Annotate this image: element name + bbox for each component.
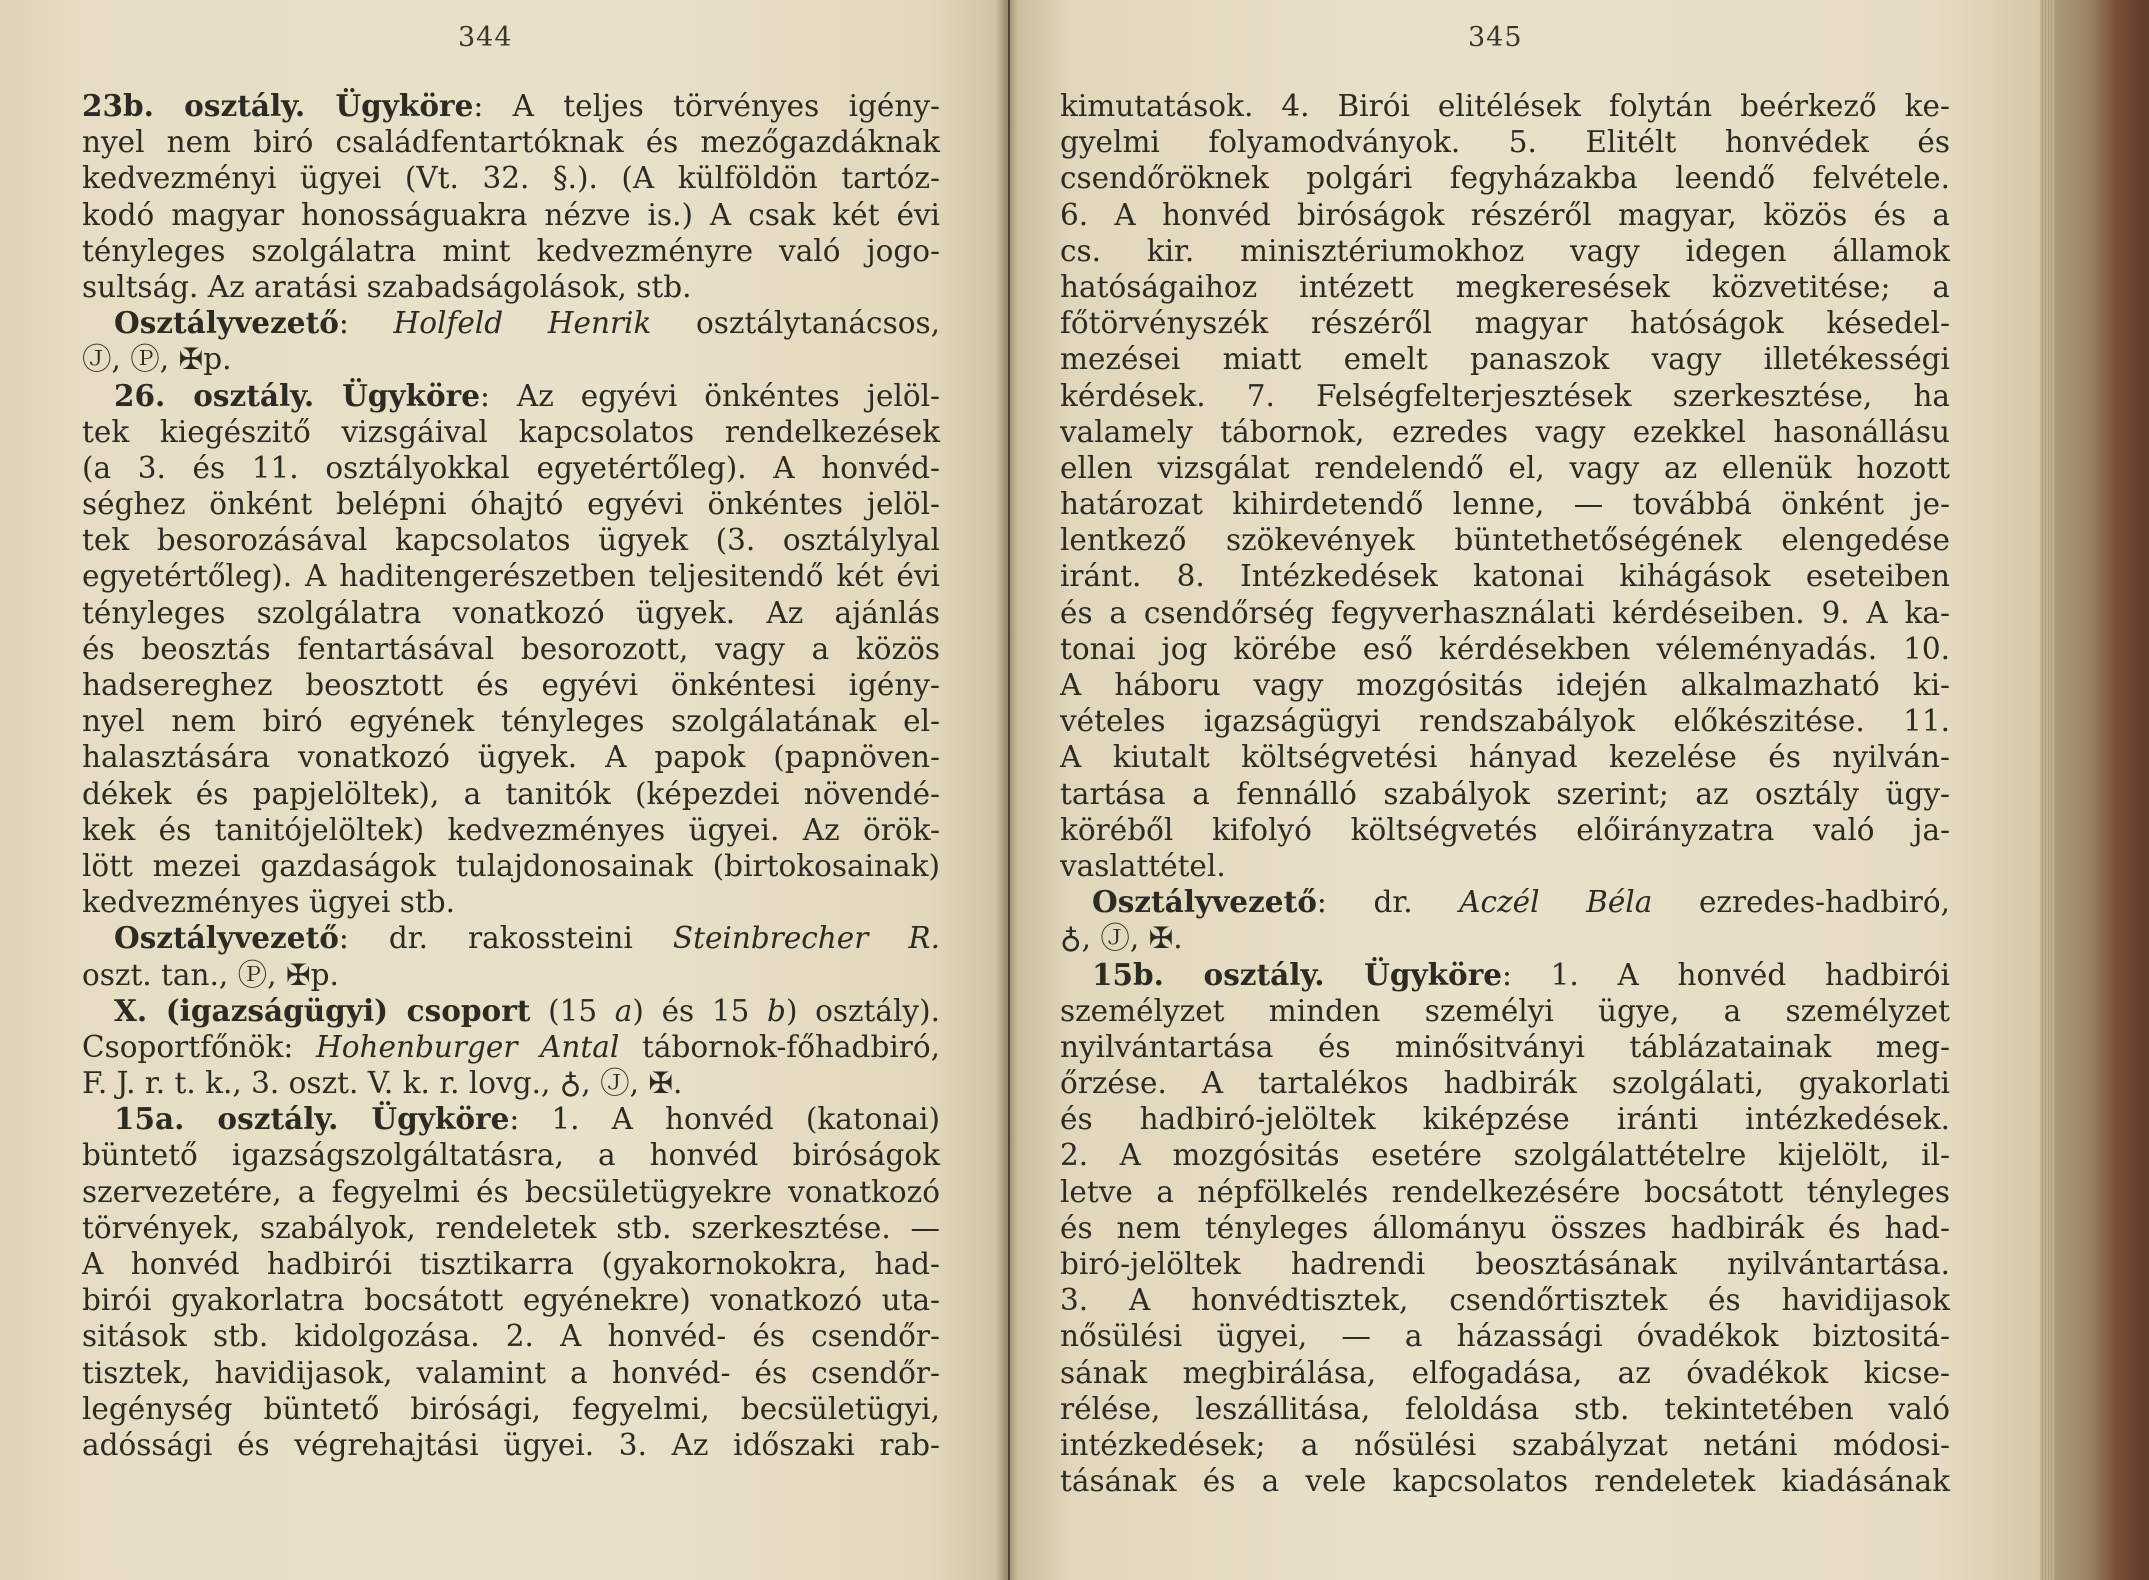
text-line bbox=[1060, 812, 1950, 848]
right-page bbox=[1010, 0, 2040, 1580]
text-line bbox=[1060, 197, 1950, 233]
text-line bbox=[82, 739, 940, 775]
text-line bbox=[1060, 1463, 1950, 1499]
text-run: kedvezményi ügyei (Vt. 32. §.). (A külföldön tartóz- bbox=[82, 161, 940, 196]
text-line bbox=[82, 522, 940, 558]
page-text bbox=[82, 88, 940, 1463]
text-run: nyilvántartása és minősitványi táblázatainak meg- bbox=[1060, 1029, 1950, 1064]
text-run: ezredes-hadbiró, bbox=[1652, 885, 1950, 920]
page-text bbox=[1060, 88, 1950, 1499]
text-line bbox=[1060, 631, 1950, 667]
text-line bbox=[82, 595, 940, 631]
text-line bbox=[1060, 558, 1950, 594]
page-number: 345 bbox=[1468, 22, 1523, 53]
text-line bbox=[1060, 884, 1950, 920]
text-run: adóssági és végrehajtási ügyei. 3. Az időszaki rab- bbox=[82, 1427, 940, 1462]
text-run: lentkező szökevények büntethetőségének elengedése bbox=[1060, 523, 1950, 558]
italic-name: Holfeld Henrik bbox=[393, 306, 652, 341]
text-line bbox=[82, 993, 940, 1029]
text-run: osztálytanácsos, bbox=[651, 306, 940, 341]
text-run: sának megbirálása, elfogadása, az óvadékok kicse- bbox=[1060, 1355, 1950, 1390]
text-run: főtörvényszék részéről magyar hatóságok késedel- bbox=[1060, 306, 1950, 341]
text-line bbox=[82, 920, 940, 956]
text-run: sultság. Az aratási szabadságolások, stb. bbox=[82, 269, 692, 304]
text-run: határozat kihirdetendő lenne, — továbbá önként je- bbox=[1060, 487, 1950, 522]
text-run: séghez önként belépni óhajtó egyévi önkéntes jelöl- bbox=[82, 487, 940, 522]
text-line bbox=[82, 812, 940, 848]
text-line bbox=[82, 450, 940, 486]
text-line bbox=[82, 197, 940, 233]
text-line bbox=[1060, 1355, 1950, 1391]
text-line bbox=[1060, 1427, 1950, 1463]
text-line bbox=[82, 1427, 940, 1463]
text-run: hatóságaihoz intézett megkeresések közvetitése; a bbox=[1060, 269, 1950, 304]
text-line bbox=[1060, 776, 1950, 812]
text-run: (15 bbox=[530, 993, 615, 1028]
text-run: köréből kifolyó költségvetés előirányzatra való ja- bbox=[1060, 812, 1950, 847]
text-run: mezései miatt emelt panaszok vagy illetékességi bbox=[1060, 342, 1950, 377]
bold-text: X. (igazságügyi) csoport bbox=[114, 992, 531, 1028]
text-run: legénység büntető birósági, fegyelmi, becsületügyi, bbox=[82, 1391, 940, 1426]
text-line bbox=[1060, 1391, 1950, 1427]
text-run: kek és tanitójelöltek) kedvezményes ügyei. Az örök- bbox=[82, 812, 940, 847]
text-run: és beosztás fentartásával besorozott, vagy a közös bbox=[82, 631, 940, 666]
text-line bbox=[82, 414, 940, 450]
text-run: A kiutalt költségvetési hányad kezelése és nyilván- bbox=[1060, 740, 1950, 775]
text-line bbox=[1060, 88, 1950, 124]
text-run: F. J. r. t. k., 3. oszt. V. k. r. lovg., ♁, Ⓙ, ✠. bbox=[82, 1066, 683, 1101]
text-line bbox=[1060, 378, 1950, 414]
text-line bbox=[1060, 414, 1950, 450]
text-line bbox=[1060, 486, 1950, 522]
bold-text: 15b. osztály. Ügyköre bbox=[1092, 956, 1503, 992]
text-line bbox=[82, 776, 940, 812]
text-line bbox=[1060, 269, 1950, 305]
text-run: lött mezei gazdaságok tulajdonosainak (birtokosainak) bbox=[82, 848, 940, 883]
text-run: tisztek, havidijasok, valamint a honvéd- és csendőr- bbox=[82, 1355, 940, 1390]
text-line bbox=[1060, 1318, 1950, 1354]
text-line bbox=[1060, 1282, 1950, 1318]
text-run: 3. A honvédtisztek, csendőrtisztek és havidijasok bbox=[1060, 1283, 1950, 1318]
book-gutter bbox=[996, 0, 1018, 1580]
text-run: ) osztály). bbox=[785, 993, 940, 1028]
text-line bbox=[82, 1029, 940, 1065]
text-run: tek besorozásával kapcsolatos ügyek (3. osztálylyal bbox=[82, 523, 940, 558]
text-run: intézkedések; a nősülési szabályzat netáni módosi- bbox=[1060, 1427, 1950, 1462]
text-line bbox=[1060, 1065, 1950, 1101]
text-run: biró-jelöltek hadrendi beosztásának nyilvántartása. bbox=[1060, 1247, 1950, 1281]
page-number: 344 bbox=[458, 22, 513, 53]
italic-name: Hohenburger Antal bbox=[316, 1029, 620, 1064]
text-line bbox=[1060, 450, 1950, 486]
text-line bbox=[82, 558, 940, 594]
text-line bbox=[1060, 1101, 1950, 1137]
text-run: Csoportfőnök: bbox=[82, 1029, 317, 1064]
text-run: szervezetére, a fegyelmi és becsületügyekre vonatkozó bbox=[82, 1174, 940, 1209]
text-run: nősülési ügyei, — a házassági óvadékok biztositá- bbox=[1060, 1319, 1950, 1354]
text-run: ) és 15 bbox=[632, 993, 768, 1028]
text-line bbox=[82, 88, 940, 124]
italic-name: Steinbrecher R. bbox=[672, 921, 940, 956]
text-run: oszt. tan., Ⓟ, ✠p. bbox=[82, 957, 339, 992]
text-run: tényleges szolgálatra vonatkozó ügyek. Az ajánlás bbox=[82, 595, 940, 630]
text-run: ellen vizsgálat rendelendő el, vagy az ellenük hozott bbox=[1060, 450, 1950, 485]
text-run: ♁, Ⓙ, ✠. bbox=[1060, 921, 1183, 956]
text-line bbox=[1060, 522, 1950, 558]
text-run: 6. A honvéd biróságok részéről magyar, közös és a bbox=[1060, 197, 1950, 232]
bold-text: Osztályvezető bbox=[114, 920, 339, 956]
text-line bbox=[1060, 124, 1950, 160]
text-run: és a csendőrség fegyverhasználati kérdéseiben. 9. A ka- bbox=[1060, 595, 1950, 630]
text-line bbox=[82, 631, 940, 667]
text-run: csendőröknek polgári fegyházakba leendő felvétele. bbox=[1060, 161, 1950, 196]
text-run: hadsereghez beosztott és egyévi önkéntesi igény- bbox=[82, 668, 940, 702]
text-line bbox=[1060, 667, 1950, 703]
text-run: nyel nem biró családfentartóknak és mezőgazdáknak bbox=[82, 125, 940, 160]
text-line bbox=[1060, 233, 1950, 269]
text-run: őrzése. A tartalékos hadbirák szolgálati, gyakorlati bbox=[1060, 1066, 1950, 1101]
text-run: : bbox=[338, 306, 394, 341]
text-line bbox=[1060, 1210, 1950, 1246]
italic-name: Aczél Béla bbox=[1459, 885, 1653, 920]
text-run: kodó magyar honosságuakra nézve is.) A csak két évi bbox=[82, 197, 940, 232]
text-run: büntető igazságszolgáltatásra, a honvéd biróságok bbox=[82, 1138, 940, 1173]
text-line bbox=[82, 378, 940, 414]
bold-text: Osztályvezető bbox=[1092, 884, 1317, 920]
page-edges bbox=[2040, 0, 2054, 1580]
text-line bbox=[1060, 1137, 1950, 1173]
text-line bbox=[82, 341, 940, 377]
text-run: dékek és papjelöltek), a tanitók (képezdei növendé- bbox=[82, 776, 940, 811]
text-run: A honvéd hadbirói tisztikarra (gyakornokokra, had- bbox=[82, 1247, 940, 1281]
text-run: tonai jog körébe eső kérdésekben véleményadás. 10. bbox=[1060, 631, 1950, 666]
bold-text: Ügyköre bbox=[335, 88, 474, 123]
text-line bbox=[82, 957, 940, 993]
text-line bbox=[1060, 1246, 1950, 1282]
text-run: tek kiegészitő vizsgáival kapcsolatos rendelkezések bbox=[82, 414, 940, 449]
text-line bbox=[82, 1174, 940, 1210]
text-line bbox=[82, 1065, 940, 1101]
text-run: : dr. bbox=[1316, 885, 1460, 920]
text-run: : dr. rakossteini bbox=[338, 921, 673, 956]
text-line bbox=[82, 1246, 940, 1282]
text-run: sitások stb. kidolgozása. 2. A honvéd- és csendőr- bbox=[82, 1319, 940, 1354]
text-line bbox=[82, 160, 940, 196]
text-run: és nem tényleges állományu összes hadbirák és had- bbox=[1060, 1210, 1950, 1245]
text-run: egyetértőleg). A haditengerészetben teljesitendő két évi bbox=[82, 559, 940, 594]
text-line bbox=[82, 1210, 940, 1246]
text-line bbox=[82, 233, 940, 269]
text-line bbox=[1060, 1029, 1950, 1065]
text-line bbox=[82, 1318, 940, 1354]
text-run: Ⓙ, Ⓟ, ✠p. bbox=[82, 342, 232, 377]
text-run: : 1. A honvéd (katonai) bbox=[509, 1102, 940, 1137]
italic-name: a bbox=[614, 993, 633, 1028]
left-page bbox=[0, 0, 1010, 1580]
text-line bbox=[82, 703, 940, 739]
text-run: tartása a fennálló szabályok szerint; az osztály ügy- bbox=[1060, 776, 1950, 811]
text-run: (a 3. és 11. osztályokkal egyetértőleg). A honvéd- bbox=[82, 450, 940, 485]
text-run: : 1. A honvéd hadbirói bbox=[1502, 957, 1950, 992]
text-line bbox=[82, 1391, 940, 1427]
text-run: kedvezményes ügyei stb. bbox=[82, 885, 456, 920]
text-run: vaslattétel. bbox=[1060, 848, 1226, 883]
text-line bbox=[82, 667, 940, 703]
text-run: és hadbiró-jelöltek kiképzése iránti intézkedések. bbox=[1060, 1102, 1950, 1137]
text-line bbox=[82, 124, 940, 160]
bold-text: Osztályvezető bbox=[114, 305, 339, 341]
text-run: kérdések. 7. Felségfelterjesztések szerkesztése, ha bbox=[1060, 378, 1950, 413]
bold-text: 15a. osztály. Ügyköre bbox=[114, 1101, 510, 1137]
text-run: halasztására vonatkozó ügyek. A papok (papnöven- bbox=[82, 740, 940, 775]
text-run: cs. kir. minisztériumokhoz vagy idegen államok bbox=[1060, 233, 1950, 268]
gutter-line bbox=[1008, 0, 1010, 1580]
text-line bbox=[82, 305, 940, 341]
text-line bbox=[1060, 957, 1950, 993]
text-line bbox=[1060, 920, 1950, 956]
text-run: kimutatások. 4. Birói elitélések folytán beérkező ke- bbox=[1060, 89, 1950, 123]
text-run: törvények, szabályok, rendeletek stb. szerkesztése. — bbox=[82, 1210, 940, 1245]
text-line bbox=[82, 1355, 940, 1391]
text-run: tásának és a vele kapcsolatos rendeletek kiadásának bbox=[1060, 1464, 1950, 1499]
text-run: rélése, leszállitása, feloldása stb. tekintetében való bbox=[1060, 1391, 1950, 1426]
text-line bbox=[82, 884, 940, 920]
book-edge bbox=[2040, 0, 2149, 1580]
text-line bbox=[1060, 1174, 1950, 1210]
text-run: birói gyakorlatra bocsátott egyénekre) vonatkozó uta- bbox=[82, 1283, 940, 1318]
text-run: : A teljes törvényes igény- bbox=[473, 89, 940, 123]
text-run: letve a népfölkelés rendelkezésére bocsátott tényleges bbox=[1060, 1174, 1950, 1209]
text-line bbox=[1060, 341, 1950, 377]
text-line bbox=[82, 1101, 940, 1137]
text-run: valamely tábornok, ezredes vagy ezekkel hasonállásu bbox=[1060, 414, 1950, 449]
text-line bbox=[1060, 848, 1950, 884]
text-run: tényleges szolgálatra mint kedvezményre való jogo- bbox=[82, 233, 940, 268]
text-run: tábornok-főhadbiró, bbox=[619, 1029, 941, 1064]
text-line bbox=[82, 1282, 940, 1318]
text-run: vételes igazságügyi rendszabályok előkészitése. 11. bbox=[1060, 704, 1950, 739]
text-line bbox=[1060, 739, 1950, 775]
text-run: : Az egyévi önkéntes jelöl- bbox=[480, 378, 941, 413]
italic-name: b bbox=[767, 993, 786, 1028]
bold-text: 23b. osztály. bbox=[82, 88, 336, 123]
text-line bbox=[82, 269, 940, 305]
text-run: A háboru vagy mozgósitás idején alkalmazható ki- bbox=[1060, 668, 1950, 702]
text-line bbox=[82, 1137, 940, 1173]
bold-text: 26. osztály. Ügyköre bbox=[114, 377, 480, 413]
text-line bbox=[82, 848, 940, 884]
text-line bbox=[1060, 993, 1950, 1029]
text-line bbox=[1060, 305, 1950, 341]
text-run: iránt. 8. Intézkedések katonai kihágások eseteiben bbox=[1060, 559, 1950, 594]
text-run: nyel nem biró egyének tényleges szolgálatának el- bbox=[82, 704, 940, 739]
text-line bbox=[1060, 160, 1950, 196]
text-run: gyelmi folyamodványok. 5. Elitélt honvédek és bbox=[1060, 125, 1950, 160]
text-line bbox=[82, 486, 940, 522]
text-run: 2. A mozgósitás esetére szolgálattételre kijelölt, il- bbox=[1060, 1138, 1950, 1173]
text-line bbox=[1060, 595, 1950, 631]
text-line bbox=[1060, 703, 1950, 739]
text-run: személyzet minden személyi ügye, a személyzet bbox=[1060, 993, 1950, 1028]
